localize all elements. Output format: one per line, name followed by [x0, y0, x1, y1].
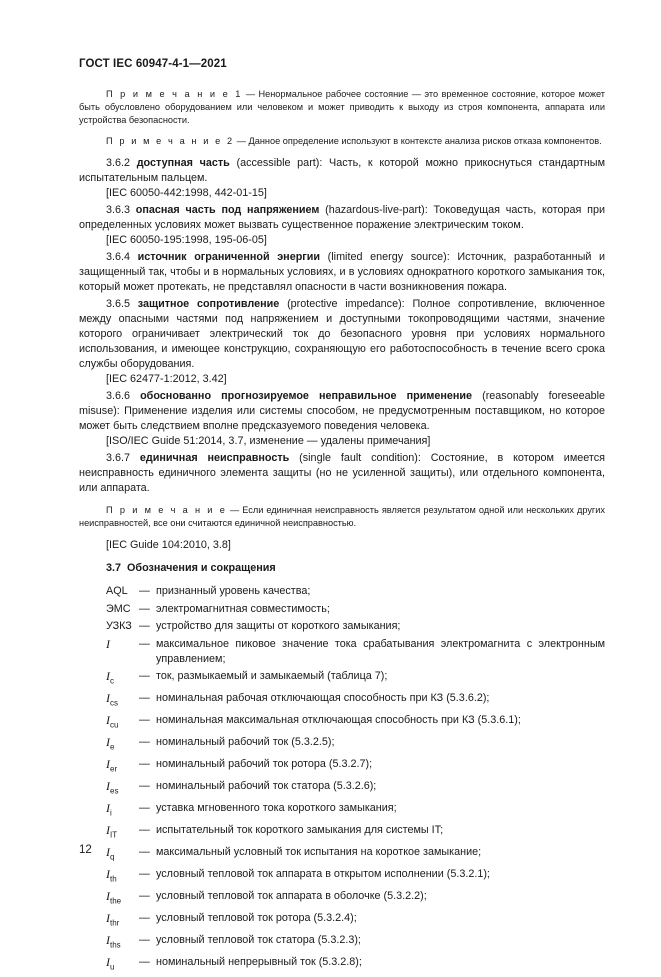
dash: — [139, 934, 150, 947]
reference: [IEC 62477-1:2012, 3.42] [106, 373, 227, 385]
symbol-item [106, 779, 605, 798]
symbol-item [106, 867, 605, 886]
symbol-item [106, 637, 605, 667]
dash: — [139, 956, 150, 969]
dash: — [139, 758, 150, 771]
clause-number: 3.6.4 [106, 251, 131, 263]
symbol-definition: номинальный рабочий ток статора (5.3.2.6); [156, 780, 377, 793]
symbol-definition: номинальный рабочий ток ротора (5.3.2.7); [156, 758, 373, 771]
clause-number: 3.6.6 [106, 390, 131, 402]
definition-text: (limited energy source): Источник, разработанный и защищенный так, чтобы и в нормальных условиях, и в условиях однократного короткого замыкания ток, который может протекать, не представлял опасности в части возникновения пожара. [79, 251, 606, 293]
symbol-term: $I_{er}$ [106, 757, 118, 774]
symbol-definition: номинальный непрерывный ток (5.3.2.8); [156, 956, 362, 969]
dash: — [139, 714, 150, 727]
abbreviation-definition: электромагнитная совместимость; [156, 602, 330, 615]
page-number: 12 [79, 844, 92, 856]
clause-number: 3.6.3 [106, 204, 131, 216]
dash: — [139, 802, 150, 815]
dash: — [139, 846, 150, 859]
symbol-term: $I_i$ [106, 801, 112, 818]
defined-term: опасная часть под напряжением [135, 204, 320, 216]
dash: — [139, 912, 150, 925]
abbreviation-item [106, 584, 605, 599]
abbreviation-item [106, 602, 605, 617]
dash: — [139, 780, 150, 793]
symbol-item [106, 691, 605, 710]
symbol-definition: ток, размыкаемый и замыкаемый (таблица 7); [156, 670, 388, 683]
abbreviation-list [79, 584, 605, 634]
defined-term: единичная неисправность [139, 452, 290, 464]
symbol-term: $I_q$ [106, 845, 115, 862]
note-3 [79, 504, 605, 530]
note-label: П р и м е ч а н и е 2 [106, 136, 235, 146]
symbol-term: $I_{es}$ [106, 779, 119, 796]
definition-text: (accessible part): Часть, к которой можно прикоснуться стандартным испытательным пальцем. [79, 157, 605, 184]
symbol-item [106, 757, 605, 776]
symbol-definition: условный тепловой ток аппарата в оболочке (5.3.2.2); [156, 890, 427, 903]
defined-term: обоснованно прогнозируемое неправильное применение [140, 390, 473, 402]
definition-3-6-3 [79, 203, 605, 233]
definition-3-6-2 [79, 156, 605, 186]
symbol-term: $I_u$ [106, 955, 115, 972]
symbol-item [106, 823, 605, 842]
symbol-item [106, 955, 605, 974]
symbol-item [106, 669, 605, 688]
reference: [ISO/IEC Guide 51:2014, 3.7, изменение — удалены примечания] [106, 435, 431, 447]
section-number: 3.7 [106, 562, 122, 574]
symbol-term: $I_{thr}$ [106, 911, 120, 928]
symbol-term: $I_{the}$ [106, 889, 122, 906]
clause-number: 3.6.7 [106, 452, 131, 464]
symbol-term: $I_{th}$ [106, 867, 117, 884]
reference: [IEC 60050-195:1998, 195-06-05] [106, 234, 267, 246]
symbol-term: $I_c$ [106, 669, 114, 686]
note-label: П р и м е ч а н и е 1 [106, 89, 243, 99]
defined-term: доступная часть [136, 157, 230, 169]
symbol-item [106, 713, 605, 732]
definition-text: (protective impedance): Полное сопротивление, включенное между опасными частями под напряжением и доступными токопроводящими частями, значение которого ограничивает электрический ток до безопасного уровня при условиях нормального использования, и имеющее конструкцию, сохраняющую его работоспособность в течение всего срока службы оборудования. [79, 298, 606, 370]
defined-term: защитное сопротивление [137, 298, 280, 310]
symbol-definition: номинальная максимальная отключающая способность при КЗ (5.3.6.1); [156, 714, 521, 727]
symbol-item [106, 845, 605, 864]
symbol-definition: номинальная рабочая отключающая способность при КЗ (5.3.6.2); [156, 692, 490, 705]
symbol-item [106, 735, 605, 754]
dash: — [139, 868, 150, 881]
dash: — [139, 602, 150, 615]
symbol-definition: испытательный ток короткого замыкания для системы IT; [156, 824, 444, 837]
symbol-term: $I_e$ [106, 735, 115, 752]
definition-3-6-4 [79, 250, 605, 295]
symbol-definition: условный тепловой ток аппарата в открытом исполнении (5.3.2.1); [156, 868, 490, 881]
symbol-definition: номинальный рабочий ток (5.3.2.5); [156, 736, 335, 749]
definition-text: (reasonably foreseeable misuse): Применение изделия или системы способом, не предусмотренным поставщиком, но которое может быть следствием вполне предсказуемого поведения человека. [79, 390, 605, 432]
abbreviation-term: AQL [106, 585, 128, 597]
symbol-list [79, 637, 605, 975]
symbol-item [106, 801, 605, 820]
definition-text: (hazardous-live-part): Токоведущая часть, которая при определенных условиях может вызвать существенное поражение электрическим током. [79, 204, 605, 231]
note-text: — Если единичная неисправность является результатом одной или нескольких других неисправностей, все они считаются единичной неисправностью. [79, 505, 606, 528]
reference: [IEC 60050-442:1998, 442-01-15] [106, 187, 267, 199]
definition-3-6-6 [79, 389, 605, 434]
definition-3-6-7 [79, 451, 605, 496]
section-heading [106, 561, 605, 576]
abbreviation-term: ЭМС [106, 602, 131, 615]
symbol-term: $I_{ths}$ [106, 933, 121, 950]
note-text: — Данное определение используют в контексте анализа рисков отказа компонентов. [234, 136, 602, 146]
symbol-term: I [106, 636, 110, 651]
reference: [IEC Guide 104:2010, 3.8] [106, 539, 231, 551]
dash: — [139, 890, 150, 903]
abbreviation-definition: признанный уровень качества; [156, 585, 311, 597]
clause-number: 3.6.5 [106, 298, 131, 310]
note-text: — Ненормальное рабочее состояние — это временное состояние, которое может быть обусловлено оборудованием или человеком и может приводить к выходу из строя компонента, аппарата или устройства безопасности. [79, 89, 605, 125]
symbol-item [106, 889, 605, 908]
abbreviation-term: УЗКЗ [106, 620, 132, 633]
abbreviation-definition: устройство для защиты от короткого замыкания; [156, 620, 401, 633]
symbol-definition: условный тепловой ток статора (5.3.2.3); [156, 934, 361, 947]
symbol-definition: уставка мгновенного тока короткого замыкания; [156, 802, 397, 815]
dash: — [139, 692, 150, 705]
symbol-definition: условный тепловой ток ротора (5.3.2.4); [156, 912, 357, 925]
symbol-item [106, 911, 605, 930]
abbreviation-item [106, 619, 605, 634]
dash: — [139, 637, 150, 650]
dash: — [139, 736, 150, 749]
page-body [79, 88, 605, 977]
definition-text: (single fault condition): Состояние, в котором имеется неисправность единичного элемента защиты (но не усиленной защиты), или отдельного компонента, или аппарата. [79, 452, 605, 494]
symbol-term: $I_{cs}$ [106, 691, 118, 708]
clause-number: 3.6.2 [106, 157, 131, 169]
dash: — [139, 824, 150, 837]
defined-term: источник ограниченной энергии [137, 251, 321, 263]
symbol-definition: максимальный условный ток испытания на короткое замыкание; [156, 846, 482, 859]
note-1 [79, 88, 605, 127]
note-2 [79, 135, 605, 148]
symbol-term: $I_{IT}$ [106, 823, 118, 840]
document-header: ГОСТ IEC 60947-4-1—2021 [79, 58, 227, 70]
dash: — [139, 670, 150, 683]
symbol-item [106, 933, 605, 952]
section-title: Обозначения и сокращения [127, 562, 276, 574]
dash: — [139, 620, 150, 633]
symbol-term: $I_{cu}$ [106, 713, 119, 730]
definition-3-6-5 [79, 297, 605, 372]
dash: — [139, 585, 150, 597]
note-label: П р и м е ч а н и е [106, 505, 227, 515]
symbol-definition: максимальное пиковое значение тока срабатывания электромагнита с электронным управлением; [156, 637, 605, 665]
